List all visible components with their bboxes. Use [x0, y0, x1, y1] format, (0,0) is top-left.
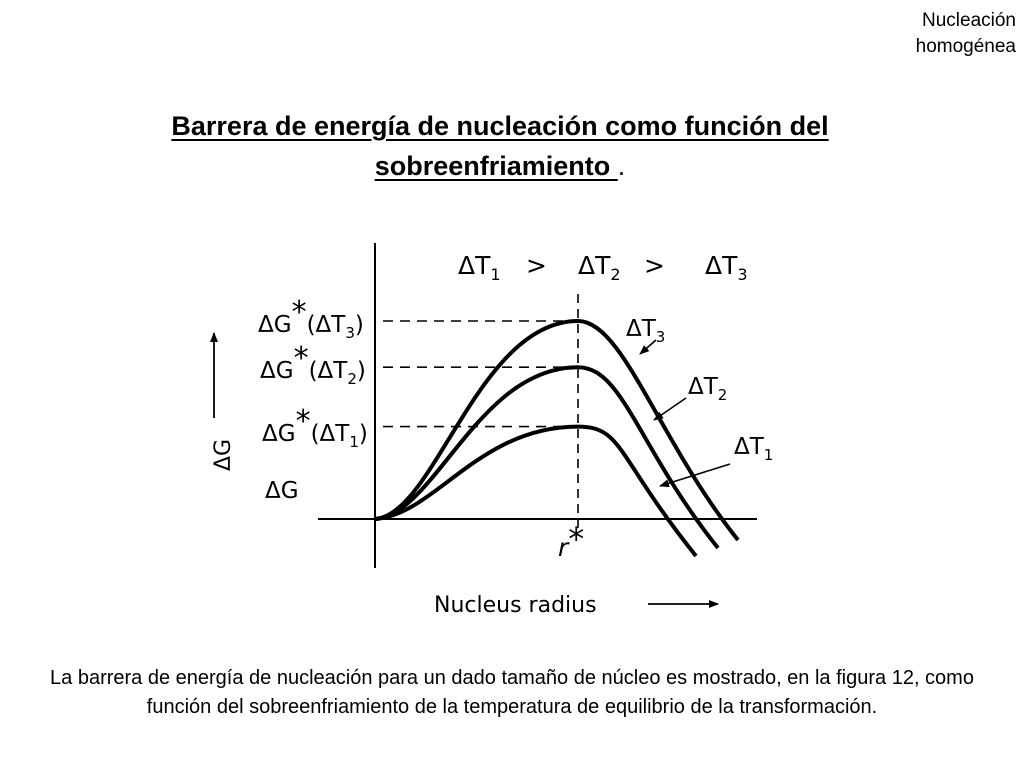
- y-label-dg-star-dt2: $\Delta G*(\Delta T_2)$: [260, 341, 366, 388]
- y-label-dg-star-dt1: $\Delta G*(\Delta T_1)$: [262, 404, 368, 451]
- slide-title-text: Barrera de energía de nucleación como función del sobreenfriamiento: [171, 111, 829, 181]
- curve-label-dt3: $\Delta T_3$: [626, 316, 666, 346]
- inequality-dt3: $\Delta T_3$: [705, 251, 748, 284]
- y-axis-label: ΔG: [211, 438, 236, 472]
- corner-label-line1: Nucleación: [922, 10, 1016, 31]
- curve-label-dt2: $\Delta T_2$: [688, 374, 728, 404]
- curve-pointer-dt3: [640, 340, 656, 354]
- rstar-label: r*: [558, 520, 585, 562]
- slide-title-period: .: [617, 151, 626, 181]
- inequality-header: [458, 251, 748, 284]
- corner-label-line2: homogénea: [915, 36, 1016, 57]
- curve-pointer-dt1: [660, 464, 730, 486]
- y-level-labels: [258, 295, 368, 504]
- curve-label-dt1: $\Delta T_1$: [734, 434, 774, 464]
- x-axis-label: Nucleus radius: [434, 593, 597, 618]
- curve-dt3: [375, 321, 738, 540]
- dg-label: ΔG: [265, 478, 299, 504]
- curve-pointer-dt2: [654, 398, 686, 420]
- inequality-gt1: >: [526, 251, 547, 280]
- curve-dt2: [375, 367, 718, 548]
- y-label-dg-star-dt3: $\Delta G*(\Delta T_3)$: [258, 295, 364, 342]
- inequality-gt2: >: [644, 251, 665, 280]
- inequality-dt1: $\Delta T_1$: [458, 251, 501, 284]
- caption: La barrera de energía de nucleación para un dado tamaño de núcleo es mostrado, en la figura 12, como función del sobreenfriamiento de la temperatura de equilibrio de la transformación.: [50, 667, 974, 718]
- inequality-dt2: $\Delta T_2$: [578, 251, 621, 284]
